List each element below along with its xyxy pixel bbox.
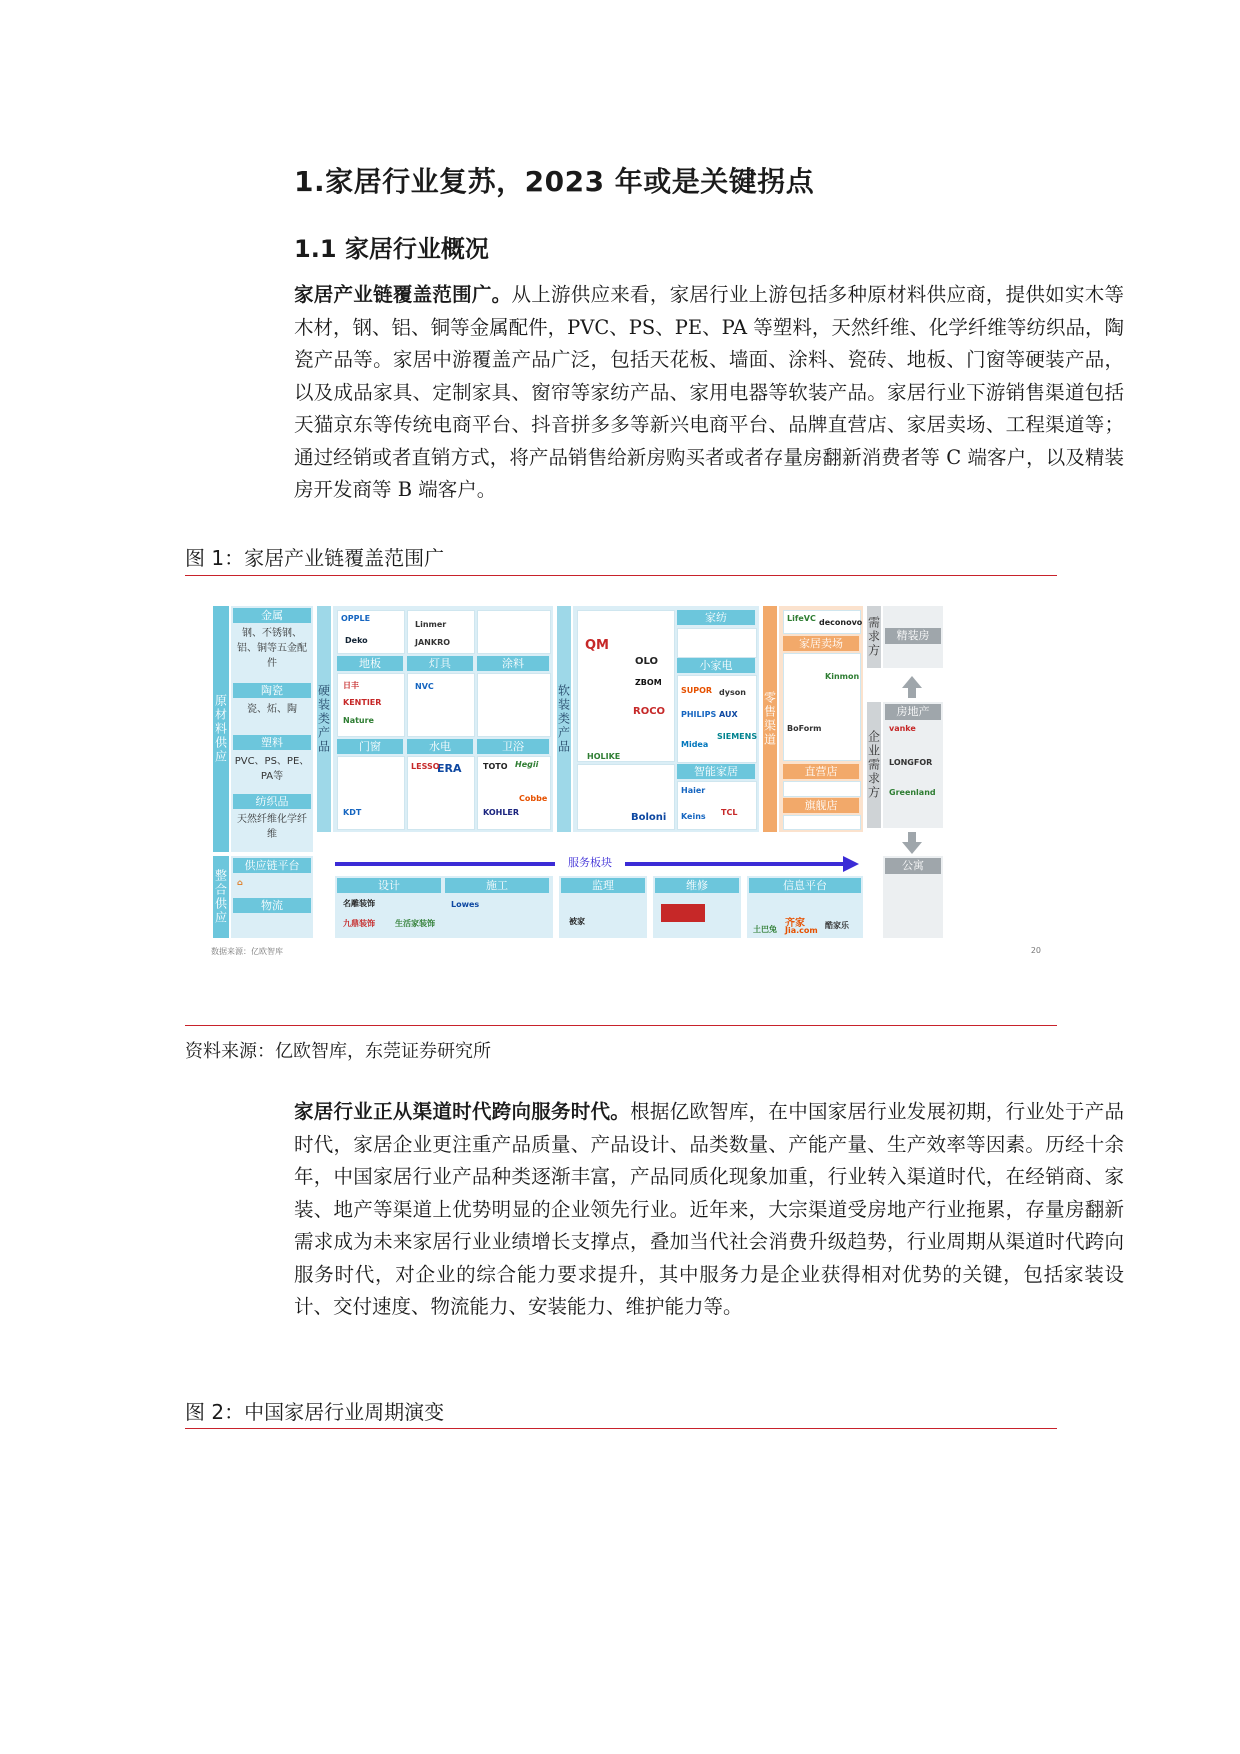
paragraph-1 — [294, 279, 1124, 507]
figure-2-caption: 图 2：中国家居行业周期演变 — [185, 1400, 445, 1424]
hard-cell — [407, 610, 475, 654]
upstream-head-0: 金属 — [233, 608, 311, 623]
logo-hard-5: KENTIER — [343, 698, 382, 707]
logo-soft-4: SUPOR — [681, 686, 713, 695]
logo-soft-0: QM — [585, 638, 609, 653]
upstream-body-0: 钢、不锈钢、铝、铜等五金配件 — [237, 628, 307, 669]
hard-cat-1: 灯具 — [407, 656, 473, 671]
arrow-up-icon — [902, 676, 922, 688]
retail-cat-2: 旗舰店 — [783, 798, 859, 813]
upstream-band: 原材料供应 — [213, 606, 229, 852]
figure-1-bottom-rule — [185, 1025, 1057, 1026]
logo-property-0: vanke — [889, 724, 916, 733]
logo-hard-7: ERA — [437, 762, 462, 775]
logo-service-7: Jia.com — [785, 926, 818, 935]
logo-service-1: 九鼎装饰 — [343, 919, 375, 928]
paragraph-2-lead: 家居行业正从渠道时代跨向服务时代。 — [294, 1100, 631, 1123]
logo-retail-0: LifeVC — [787, 614, 816, 623]
supply-head-0: 供应链平台 — [233, 858, 311, 873]
logo-retail-2: Kinmon — [825, 672, 860, 681]
arrow-up-stem — [908, 688, 916, 698]
logo-soft-14: HOLIKE — [587, 752, 621, 761]
demand-bottom-band: 企业需求方 — [867, 702, 881, 828]
heading-2: 1.1 家居行业概况 — [294, 235, 489, 263]
service-cat-2: 监理 — [561, 878, 645, 893]
paragraph-2 — [294, 1096, 1124, 1324]
soft-cell — [677, 628, 757, 658]
logo-soft-10: Haier — [681, 786, 706, 795]
logo-service-6: 齐家 — [785, 918, 805, 929]
supply-band: 整合供应 — [213, 856, 229, 938]
soft-band: 软装类产品 — [557, 606, 571, 832]
figure-1-chain-map — [205, 598, 1059, 960]
service-cat-1: 施工 — [445, 878, 549, 893]
service-cat-4: 信息平台 — [749, 878, 861, 893]
logo-service-0: 名雕装饰 — [343, 899, 375, 908]
logo-soft-1: OLO — [635, 656, 659, 667]
retail-cell — [783, 815, 861, 830]
logo-hard-10: Hegii — [515, 760, 539, 769]
logo-hard-12: Cobbe — [519, 794, 548, 803]
hard-cell — [337, 756, 405, 830]
figure-inner-source: 数据来源：亿欧智库 — [211, 947, 283, 956]
arrow-down-icon — [902, 842, 922, 854]
logo-service-8: 酷家乐 — [825, 921, 849, 930]
demand-top-item: 精装房 — [885, 628, 941, 644]
upstream-head-3: 纺织品 — [233, 794, 311, 809]
upstream-head-2: 塑料 — [233, 735, 311, 750]
logo-property-2: Greenland — [889, 788, 936, 797]
arrow-down-stem — [908, 832, 916, 842]
logo-soft-5: dyson — [719, 688, 746, 697]
retail-cat-0: 家居卖场 — [783, 636, 859, 651]
upstream-body-3: 天然纤维化学纤维 — [237, 814, 307, 840]
hard-cat-4: 水电 — [407, 739, 473, 754]
logo-hard-11: KOHLER — [483, 808, 520, 817]
logo-hard-0: OPPLE — [341, 614, 371, 623]
retail-cell — [783, 653, 861, 761]
service-cat-3: 维修 — [655, 878, 739, 893]
logo-soft-6: PHILIPS — [681, 710, 717, 719]
logo-service-4: 被家 — [569, 917, 585, 926]
logo-hard-13: KDT — [343, 808, 362, 817]
arrow-right-icon — [843, 856, 859, 872]
logo-hard-6: Nature — [343, 716, 374, 725]
hard-cat-5: 卫浴 — [477, 739, 549, 754]
hard-cell — [477, 673, 551, 737]
logo-soft-12: Boloni — [631, 812, 667, 823]
logo-hard-14: 日丰 — [343, 681, 359, 690]
hard-cat-0: 地板 — [337, 656, 403, 671]
logo-hard-9: TOTO — [483, 762, 508, 771]
logo-hard-4: NVC — [415, 682, 434, 691]
soft-cat-3: 智能家居 — [677, 764, 755, 779]
service-cat-0: 设计 — [337, 878, 441, 893]
logo-property-1: LONGFOR — [889, 758, 933, 767]
logo-service-2: 生活家装饰 — [395, 919, 435, 928]
logo-hard-2: Linmer — [415, 620, 447, 629]
upstream-body-1: 瓷、炻、陶 — [247, 704, 297, 715]
logo-soft-3: ROCO — [633, 706, 666, 717]
supply-logo: ⌂ — [237, 878, 243, 887]
soft-cat-0: 家纺 — [677, 610, 755, 625]
service-arrow-label: 服务板块 — [555, 854, 625, 872]
repair-logo-icon — [661, 904, 705, 922]
hard-cat-2: 涂料 — [477, 656, 549, 671]
upstream-body-2: PVC、PS、PE、PA等 — [234, 756, 310, 782]
supply-head-1: 物流 — [233, 898, 311, 913]
logo-soft-8: Midea — [681, 740, 709, 749]
retail-cat-1: 直营店 — [783, 764, 859, 779]
logo-soft-7: AUX — [719, 710, 738, 719]
hard-cat-3: 门窗 — [337, 739, 403, 754]
figure-1-caption: 图 1：家居产业链覆盖范围广 — [185, 546, 445, 570]
paragraph-1-lead: 家居产业链覆盖范围广。 — [294, 283, 512, 306]
heading-1: 1.家居行业复苏，2023 年或是关键拐点 — [294, 165, 815, 198]
figure-page-number: 20 — [1030, 946, 1041, 955]
logo-service-5: 土巴兔 — [753, 925, 777, 934]
retail-cell — [783, 781, 861, 797]
retail-band: 零售渠道 — [763, 606, 777, 832]
logo-service-3: Lowes — [451, 900, 480, 909]
logo-hard-3: JANKRO — [415, 638, 451, 647]
paragraph-2-body: 根据亿欧智库，在中国家居行业发展初期，行业处于产品时代，家居企业更注重产品质量、产品设计、品类数量、产能产量、生产效率等因素。历经十余年，中国家居行业产品种类逐渐丰富，产品同质化现象加重，行业转入渠道时代，在经销商、家装、地产等渠道上优势明显的企业领先行业。近年来，大宗渠道受房地产行业拖累，存量房翻新需求成为未来家居行业业绩增长支撑点，叠加当代社会消费升级趋势，行业周期从渠道时代跨向服务时代，对企业的综合能力要求提升，其中服务力是企业获得相对优势的关键，包括家装设计、交付速度、物流能力、安装能力、维护能力等。 — [294, 1100, 1124, 1318]
figure-1-top-rule — [185, 575, 1057, 576]
logo-retail-3: BoForm — [787, 724, 822, 733]
soft-cat-2: 小家电 — [677, 658, 755, 673]
demand-top-band: 需求方 — [867, 606, 881, 668]
logo-soft-13: Keins — [681, 812, 706, 821]
demand-cat-0: 房地产 — [885, 704, 941, 720]
logo-soft-2: ZBOM — [635, 678, 662, 687]
figure-2-top-rule — [185, 1428, 1057, 1429]
logo-hard-1: Deko — [345, 636, 368, 645]
upstream-head-1: 陶瓷 — [233, 683, 311, 698]
paragraph-1-body: 从上游供应来看，家居行业上游包括多种原材料供应商，提供如实木等木材，钢、铝、铜等金属配件，PVC、PS、PE、PA 等塑料，天然纤维、化学纤维等纺织品，陶瓷产品等。家居中游覆盖产品广泛，包括天花板、墙面、涂料、瓷砖、地板、门窗等硬装产品，以及成品家具、定制家具、窗帘等家纺产品、家用电器等软装产品。家居行业下游销售渠道包括天猫京东等传统电商平台、抖音拼多多等新兴电商平台、品牌直营店、家居卖场、工程渠道等；通过经销或者直销方式，将产品销售给新房购买者或者存量房翻新消费者等 C 端客户，以及精装房开发商等 B 端客户。 — [294, 283, 1124, 501]
logo-hard-8: LESSO — [411, 762, 440, 771]
logo-soft-9: SIEMENS — [717, 732, 758, 741]
logo-retail-1: deconovo — [819, 618, 863, 627]
hard-band: 硬装类产品 — [317, 606, 331, 832]
hard-cell — [477, 610, 551, 654]
logo-soft-11: TCL — [721, 808, 738, 817]
figure-1-source: 资料来源：亿欧智库，东莞证券研究所 — [185, 1041, 491, 1062]
demand-cat-1: 公寓 — [885, 858, 941, 874]
